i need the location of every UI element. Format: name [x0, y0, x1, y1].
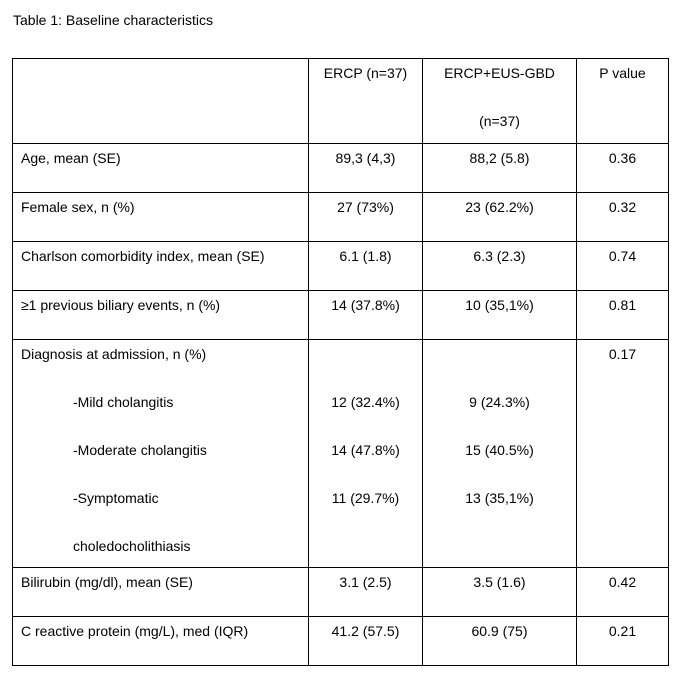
diagnosis-ercp-value: 12 (32.4%): [331, 394, 400, 410]
row-label: Female sex, n (%): [13, 193, 309, 242]
table-row: [13, 193, 669, 242]
row-ercp-value: 6.1 (1.8): [309, 242, 423, 291]
header-cell-ercp: ERCP (n=37): [309, 59, 423, 144]
row-pvalue: 0.32: [577, 193, 669, 242]
baseline-characteristics-table: [12, 58, 669, 666]
diagnosis-pvalue-cell: [577, 340, 669, 568]
row-pvalue: 0.74: [577, 242, 669, 291]
row-ercp-value: 89,3 (4,3): [309, 144, 423, 193]
diagnosis-label-cell: [13, 340, 309, 568]
header-eus-line2: (n=37): [479, 113, 520, 129]
header-cell-label: [13, 59, 309, 144]
table-row: [13, 617, 669, 666]
table-row: [13, 144, 669, 193]
diagnosis-item-label: -Mild cholangitis: [73, 394, 174, 410]
diagnosis-ercp-value: 14 (47.8%): [331, 442, 400, 458]
table-row: [13, 568, 669, 617]
diagnosis-pvalue: 0.17: [608, 346, 637, 362]
row-eus-value: 3.5 (1.6): [423, 568, 577, 617]
diagnosis-eus-cell: [423, 340, 577, 568]
row-pvalue: 0.81: [577, 291, 669, 340]
row-pvalue: 0.36: [577, 144, 669, 193]
diagnosis-item-label: -Moderate cholangitis: [73, 442, 207, 458]
row-label: Bilirubin (mg/dl), mean (SE): [13, 568, 309, 617]
diagnosis-eus-value: 15 (40.5%): [465, 442, 534, 458]
diagnosis-item-label-cont: choledocholithiasis: [73, 538, 191, 554]
row-label: Age, mean (SE): [13, 144, 309, 193]
diagnosis-label: Diagnosis at admission, n (%): [21, 346, 207, 362]
table-caption: Table 1: Baseline characteristics: [13, 12, 213, 28]
diagnosis-ercp-value: 11 (29.7%): [331, 490, 400, 506]
row-pvalue: 0.42: [577, 568, 669, 617]
header-eus-line1: ERCP+EUS-GBD: [444, 65, 555, 81]
table-row: [13, 242, 669, 291]
diagnosis-ercp-cell: [309, 340, 423, 568]
row-label: Charlson comorbidity index, mean (SE): [13, 242, 309, 291]
row-ercp-value: 41.2 (57.5): [309, 617, 423, 666]
row-eus-value: 60.9 (75): [423, 617, 577, 666]
diagnosis-eus-value: 9 (24.3%): [469, 394, 530, 410]
header-cell-ercp-eus-gbd: [423, 59, 577, 144]
row-eus-value: 6.3 (2.3): [423, 242, 577, 291]
diagnosis-eus-value: 13 (35,1%): [465, 490, 534, 506]
row-label: C reactive protein (mg/L), med (IQR): [13, 617, 309, 666]
row-ercp-value: 14 (37.8%): [309, 291, 423, 340]
row-eus-value: 23 (62.2%): [423, 193, 577, 242]
row-ercp-value: 27 (73%): [309, 193, 423, 242]
header-cell-pvalue: P value: [577, 59, 669, 144]
row-ercp-value: 3.1 (2.5): [309, 568, 423, 617]
diagnosis-item-label: -Symptomatic: [73, 490, 159, 506]
table-header-row: [13, 59, 669, 144]
table-row: [13, 291, 669, 340]
table-row-diagnosis: [13, 340, 669, 568]
row-label: ≥1 previous biliary events, n (%): [13, 291, 309, 340]
row-eus-value: 10 (35,1%): [423, 291, 577, 340]
row-pvalue: 0.21: [577, 617, 669, 666]
row-eus-value: 88,2 (5.8): [423, 144, 577, 193]
